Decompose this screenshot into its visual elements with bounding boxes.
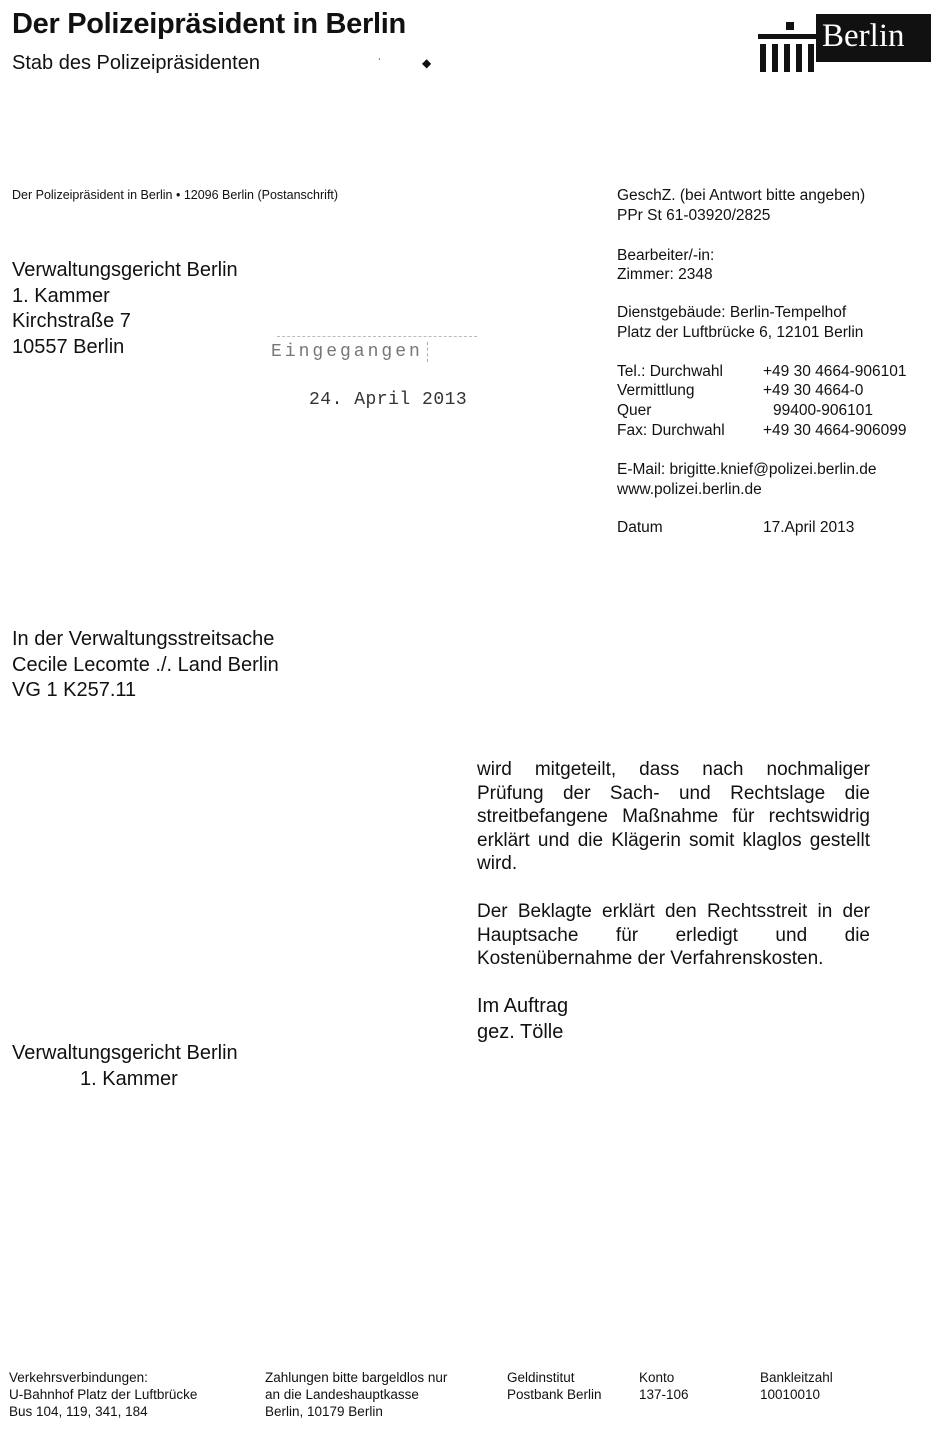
phone-label: Tel.: Durchwahl — [617, 363, 723, 380]
footer-line: Berlin, 10179 Berlin — [265, 1404, 383, 1419]
phone-row — [617, 401, 873, 421]
recipient-line: Verwaltungsgericht Berlin — [12, 259, 238, 281]
scan-specks: ˙◆ — [378, 56, 472, 70]
phone-label: Fax: Durchwahl — [617, 422, 725, 439]
room-number: Zimmer: 2348 — [617, 266, 713, 283]
recipient-line: Kirchstraße 7 — [12, 310, 131, 332]
signature-line: Im Auftrag — [477, 995, 569, 1017]
footer-line: 137-106 — [639, 1387, 689, 1402]
footer-bank — [507, 1369, 602, 1403]
return-address: Der Polizeipräsident in Berlin • 12096 Berlin (Postanschrift) — [12, 188, 339, 202]
handler-label: Bearbeiter/-in: — [617, 247, 715, 264]
case-line: In der Verwaltungsstreitsache — [12, 628, 275, 650]
berlin-logo — [756, 8, 934, 72]
case-reference — [12, 627, 279, 704]
website: www.polizei.berlin.de — [617, 481, 762, 498]
received-stamp — [271, 336, 477, 410]
brandenburg-gate-icon — [756, 22, 820, 72]
signature-block — [477, 994, 568, 1045]
letterhead-title: Der Polizeipräsident in Berlin — [12, 8, 406, 40]
date-value: 17.April 2013 — [763, 519, 855, 536]
footer-line: Geldinstitut — [507, 1370, 575, 1385]
body-paragraph: Der Beklagte erklärt den Rechtsstreit in der Hauptsache für erledigt und die Kostenübernahme der Verfahrenskosten. — [477, 901, 870, 969]
footer-line: Postbank Berlin — [507, 1387, 602, 1402]
building-address: Platz der Luftbrücke 6, 12101 Berlin — [617, 324, 864, 341]
footer-bank-code — [760, 1369, 833, 1403]
phone-value: +49 30 4664-0 — [763, 382, 864, 399]
court-designation — [12, 1041, 238, 1092]
recipient-line: 1. Kammer — [12, 284, 110, 307]
case-line: Cecile Lecomte ./. Land Berlin — [12, 653, 279, 676]
stamp-date: 24. April 2013 — [309, 390, 468, 410]
stamp-label: Eingegangen — [271, 342, 428, 362]
phone-row — [617, 381, 864, 401]
phone-label: Quer — [617, 402, 652, 419]
footer-line: U-Bahnhof Platz der Luftbrücke — [9, 1387, 198, 1402]
date-label: Datum — [617, 519, 663, 536]
phone-value: 99400-906101 — [773, 402, 873, 419]
footer-line: an die Landeshauptkasse — [265, 1387, 419, 1402]
recipient-line: 10557 Berlin — [12, 335, 125, 358]
reference-value: PPr St 61-03920/2825 — [617, 207, 771, 224]
footer-line: Bankleitzahl — [760, 1370, 833, 1385]
date-row — [617, 518, 855, 538]
case-line: VG 1 K257.11 — [12, 679, 137, 701]
phone-value: +49 30 4664-906101 — [763, 363, 907, 380]
phone-row — [617, 421, 907, 441]
recipient-address — [12, 258, 238, 360]
court-line: 1. Kammer — [80, 1067, 178, 1090]
footer-line: Konto — [639, 1370, 675, 1385]
letterhead-subtitle: Stab des Polizeipräsidenten — [12, 52, 260, 74]
reference-label: GeschZ. (bei Antwort bitte angeben) — [617, 187, 866, 204]
phone-value: +49 30 4664-906099 — [763, 422, 907, 439]
email-address: E-Mail: brigitte.knief@polizei.berlin.de — [617, 461, 877, 478]
stamp-border — [277, 336, 477, 337]
phone-row — [617, 362, 907, 382]
court-line: Verwaltungsgericht Berlin — [12, 1042, 238, 1064]
footer-line: Verkehrsverbindungen: — [9, 1370, 148, 1385]
footer-line: Zahlungen bitte bargeldlos nur — [265, 1370, 448, 1385]
signature-line: gez. Tölle — [477, 1020, 564, 1043]
phone-label: Vermittlung — [617, 382, 695, 399]
logo-text: Berlin — [822, 18, 905, 54]
footer-transport — [9, 1369, 197, 1420]
footer-line: 10010010 — [760, 1387, 821, 1402]
footer-payments — [265, 1369, 447, 1420]
body-paragraph: wird mitgeteilt, dass nach nochmaliger Prüfung der Sach- und Rechtslage die streitbefangene Maßnahme für rechtswidrig erklärt und die Klägerin somit klaglos gestellt wird. — [477, 759, 870, 874]
footer-account — [639, 1369, 689, 1403]
building-label: Dienstgebäude: Berlin-Tempelhof — [617, 304, 847, 321]
footer-line: Bus 104, 119, 341, 184 — [9, 1404, 148, 1419]
